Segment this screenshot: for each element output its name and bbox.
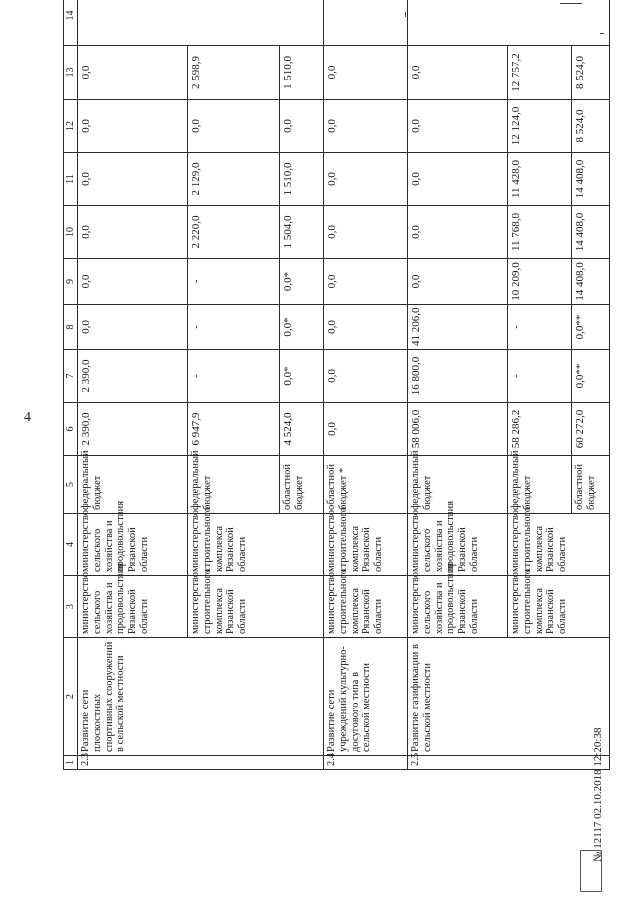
value-cell: 0,0* [280,305,324,350]
value-cell: 0,0 [408,259,508,305]
value-cell: 0,0 [324,305,408,350]
value-cell: 12 757,2 [508,46,572,100]
col-number: 1 [64,756,78,770]
value-cell: 0,0* [280,350,324,403]
value-cell: 0,0 [408,153,508,206]
value-cell: 0,0 [78,305,188,350]
value-cell: 0,0 [408,46,508,100]
value-cell: 41 206,0 [408,305,508,350]
value-cell: 0,0 [188,100,280,153]
value-cell: 8 524,0 [572,100,610,153]
col-number: 10 [64,206,78,259]
table-row [78,0,188,770]
scan-mark [560,3,582,4]
value-cell: 58 006,0 [408,403,508,456]
measure-name: Развитие сети плоскостных спортивных сооружений в сельской местности [78,638,324,756]
value-cell: 2 598,9 [188,46,280,100]
executor-cell: министерство сельского хозяйства и продовольствия Рязанской области [78,576,188,638]
col-number: 14 [64,0,78,46]
value-cell: - [188,350,280,403]
value-cell: 0,0 [408,206,508,259]
value-cell: 16 800,0 [408,350,508,403]
executor-cell: министерство строительного комплекса Рязанской области [188,576,324,638]
funding-source-cell: областной бюджет [572,456,610,514]
row-label: 2.4 [324,756,408,770]
executor-cell: министерство сельского хозяйства и продовольствия Рязанской области [408,576,508,638]
value-cell: 14 408,0 [572,206,610,259]
executor-cell: министерство строительного комплекса Рязанской области [324,576,408,638]
funding-source-cell: федеральный бюджет [408,456,508,514]
value-cell: 0,0** [572,305,610,350]
table-row [324,0,408,770]
value-cell: 0,0 [324,100,408,153]
coexecutor-cell: министерство строительного комплекса Рязанской области [508,514,610,576]
value-cell: 6 947,9 [188,403,280,456]
value-cell: 10 209,0 [508,259,572,305]
value-cell: 0,0 [78,206,188,259]
value-cell: 1 510,0 [280,46,324,100]
funding-source-cell: федеральный бюджет [508,456,572,514]
value-cell: 0,0 [78,100,188,153]
row-label: 2.5 [408,756,610,770]
empty-cell [324,0,408,46]
col-number: 7 [64,350,78,403]
funding-source-cell: областной бюджет * [324,456,408,514]
col-number: 3 [64,576,78,638]
scan-mark [600,33,604,34]
coexecutor-cell: министерство строительного комплекса Рязанской области [188,514,324,576]
value-cell: - [188,259,280,305]
value-cell: 0,0 [324,403,408,456]
row-label: 2.3 [78,756,324,770]
value-cell: 2 220,0 [188,206,280,259]
col-number: 6 [64,403,78,456]
value-cell: - [508,350,572,403]
value-cell: 0,0 [408,100,508,153]
value-cell: 0,0 [78,153,188,206]
funding-source-cell: федеральный бюджет [188,456,280,514]
coexecutor-cell: министерство сельского хозяйства и продовольствия Рязанской области [408,514,508,576]
value-cell: - [508,305,572,350]
scan-mark [405,12,406,17]
coexecutor-cell: министерство строительного комплекса Рязанской области [324,514,408,576]
page-number: 4 [24,410,31,425]
value-cell: 0,0** [572,350,610,403]
value-cell: 60 272,0 [572,403,610,456]
value-cell: 4 524,0 [280,403,324,456]
measure-name: Развитие газификации в сельской местности [408,638,610,756]
value-cell: 11 428,0 [508,153,572,206]
col-number: 13 [64,46,78,100]
col-number: 12 [64,100,78,153]
value-cell: 0,0 [324,46,408,100]
value-cell: - [188,305,280,350]
empty-cell [408,0,610,46]
coexecutor-cell: министерство сельского хозяйства и продовольствия Рязанской области [78,514,188,576]
value-cell: 0,0 [324,206,408,259]
value-cell: 2 390,0 [78,403,188,456]
value-cell: 14 408,0 [572,153,610,206]
value-cell: 11 768,0 [508,206,572,259]
col-number: 9 [64,259,78,305]
col-number: 8 [64,305,78,350]
col-number: 5 [64,456,78,514]
measure-name: Развитие сети учреждений культурно-досугового типа в сельской местности [324,638,408,756]
column-number-row [64,0,78,770]
value-cell: 0,0 [324,350,408,403]
col-number: 11 [64,153,78,206]
col-number: 2 [64,638,78,756]
budget-table [63,0,610,770]
empty-cell [78,0,324,46]
value-cell: 58 286,2 [508,403,572,456]
value-cell: 0,0 [280,100,324,153]
value-cell: 1 510,0 [280,153,324,206]
funding-source-cell: федеральный бюджет [78,456,188,514]
value-cell: 0,0* [280,259,324,305]
value-cell: 2 129,0 [188,153,280,206]
value-cell: 0,0 [324,153,408,206]
value-cell: 1 504,0 [280,206,324,259]
table-row [408,0,508,770]
value-cell: 0,0 [324,259,408,305]
value-cell: 14 408,0 [572,259,610,305]
value-cell: 0,0 [78,259,188,305]
col-number: 4 [64,514,78,576]
funding-source-cell: областной бюджет [280,456,324,514]
value-cell: 0,0 [78,46,188,100]
value-cell: 12 124,0 [508,100,572,153]
value-cell: 8 524,0 [572,46,610,100]
registration-footer: № 12117 02.10.2018 12:20:38 [592,727,604,862]
executor-cell: министерство строительного комплекса Рязанской области [508,576,610,638]
value-cell: 2 390,0 [78,350,188,403]
